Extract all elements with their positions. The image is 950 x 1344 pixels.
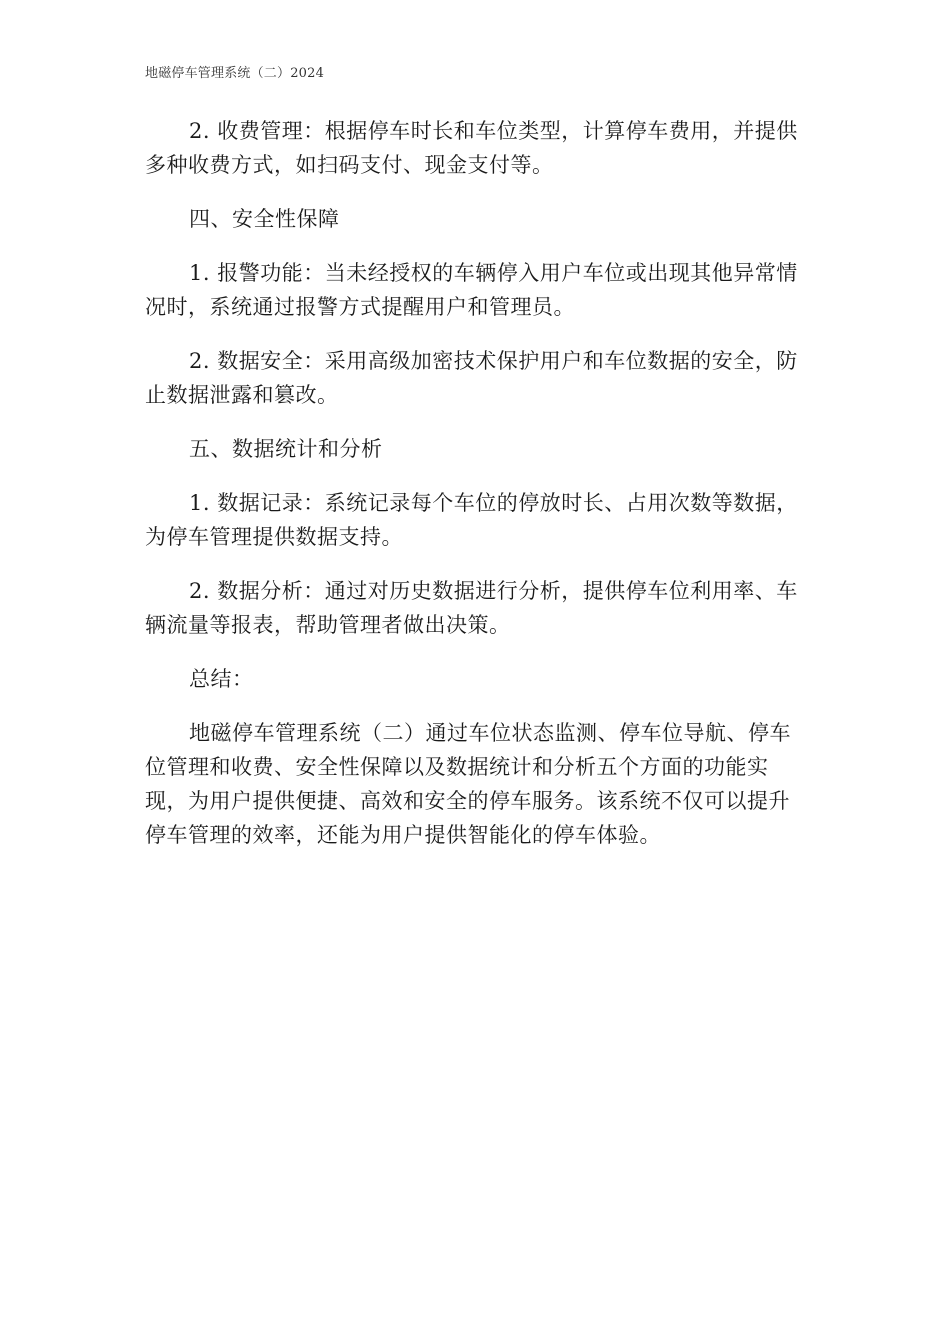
paragraph-alarm-function: 1. 报警功能：当未经授权的车辆停入用户车位或出现其他异常情况时，系统通过报警方式提醒用户和管理员。 xyxy=(145,261,798,319)
section-heading-summary: 总结： xyxy=(189,667,254,691)
page-header: 地磁停车管理系统（二）2024 xyxy=(145,66,325,81)
paragraph-fee-management: 2. 收费管理：根据停车时长和车位类型，计算停车费用，并提供多种收费方式，如扫码支付、现金支付等。 xyxy=(145,119,798,177)
paragraph-data-analysis: 2. 数据分析：通过对历史数据进行分析，提供停车位利用率、车辆流量等报表，帮助管理者做出决策。 xyxy=(145,579,798,637)
paragraph-summary: 地磁停车管理系统（二）通过车位状态监测、停车位导航、停车位管理和收费、安全性保障以及数据统计和分析五个方面的功能实现，为用户提供便捷、高效和安全的停车服务。该系统不仅可以提升停车管理的效率，还能为用户提供智能化的停车体验。 xyxy=(145,721,791,847)
document-body xyxy=(145,114,805,872)
paragraph-data-recording: 1. 数据记录：系统记录每个车位的停放时长、占用次数等数据，为停车管理提供数据支持。 xyxy=(145,491,798,549)
paragraph-data-security: 2. 数据安全：采用高级加密技术保护用户和车位数据的安全，防止数据泄露和篡改。 xyxy=(145,349,798,407)
section-heading-statistics: 五、数据统计和分析 xyxy=(189,437,383,461)
section-heading-security: 四、安全性保障 xyxy=(189,207,340,231)
